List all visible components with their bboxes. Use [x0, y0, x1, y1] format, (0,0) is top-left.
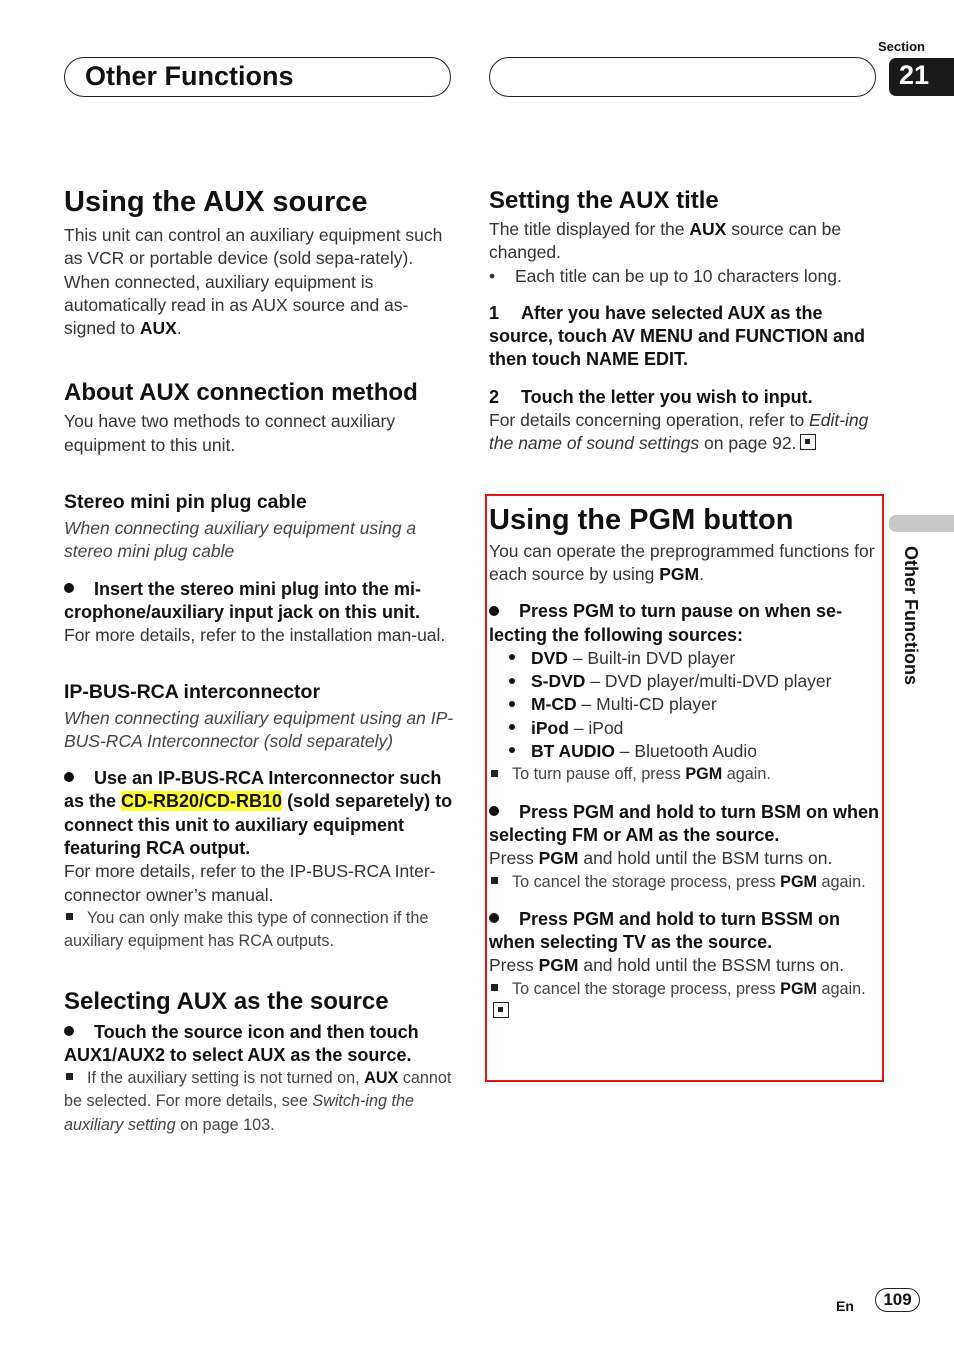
heading-connection-method: About AUX connection method: [64, 379, 418, 407]
aux-intro-paragraph: [64, 224, 456, 340]
side-tab-text: Other Functions: [901, 546, 921, 685]
ipbus-step: [64, 767, 456, 860]
bssm-note: To cancel the storage process, press PGM again.: [489, 978, 881, 1025]
step-2-link[interactable]: Edit-ing the name of sound settings: [489, 410, 869, 454]
ipbus-highlight-model: CD-RB20/CD-RB10: [121, 791, 283, 812]
ipbus-step-text-a: Use an IP-BUS-RCA Interconnector such as the: [64, 768, 442, 812]
list-item: M-CD – Multi-CD player: [509, 693, 881, 716]
connection-paragraph: You have two methods to connect auxiliary equipment to this unit.: [64, 411, 396, 455]
end-mark-icon: [800, 434, 816, 450]
select-note-a: If the auxiliary setting is not turned on,: [87, 1069, 365, 1088]
pgm-pause-step-text: Press PGM to turn pause on when se-lecting the following sources:: [489, 601, 843, 645]
ipbus-note: [64, 907, 456, 954]
list-item: iPod – iPod: [509, 717, 881, 740]
step-2: [489, 386, 881, 409]
bullet-icon: [64, 583, 74, 593]
pause-note-bold: PGM: [685, 765, 723, 784]
select-note-bold: AUX: [364, 1069, 399, 1088]
list-item: S-DVD – DVD player/multi-DVD player: [509, 670, 881, 693]
step-2-body: [489, 409, 881, 456]
pgm-intro-a: You can operate the preprogrammed functions for each source by using: [489, 540, 875, 584]
square-bullet-icon: [66, 1073, 73, 1080]
select-note-link[interactable]: Switch-ing the auxiliary setting: [64, 1092, 415, 1134]
step-1: [489, 302, 881, 372]
select-note-b: cannot be selected. For more details, see: [64, 1069, 452, 1111]
bsm-note: To cancel the storage process, press PGM again.: [489, 871, 881, 894]
ipbus-body: For more details, refer to the IP-BUS-RCA Inter-connector owner’s manual.: [64, 861, 436, 905]
header-pill-empty: [489, 57, 876, 97]
mini-plug-body: For more details, refer to the installation man-ual.: [64, 625, 446, 646]
heading-ipbus-rca: IP-BUS-RCA interconnector: [64, 680, 321, 703]
left-column: [64, 184, 456, 1137]
aux-title-bullet-text: Each title can be up to 10 characters long.: [515, 265, 842, 286]
aux-intro-end: .: [176, 318, 182, 339]
bullet-icon: [64, 772, 74, 782]
aux-title-bullet: • Each title can be up to 10 characters long.: [489, 265, 842, 286]
select-step: [64, 1021, 456, 1068]
mini-plug-italic: When connecting auxiliary equipment using a stereo mini plug cable: [64, 518, 417, 562]
chapter-title: Other Functions: [85, 61, 294, 91]
pgm-intro-bold: PGM: [659, 563, 700, 584]
heading-using-pgm: Using the PGM button: [489, 503, 794, 536]
footer-page-number: 109: [875, 1288, 920, 1312]
square-bullet-icon: [66, 913, 73, 920]
heading-using-aux-source: Using the AUX source: [64, 186, 368, 218]
aux-intro-bold: AUX: [139, 318, 177, 339]
aux-title-text-b: source can be changed.: [489, 219, 842, 263]
ipbus-note-text: You can only make this type of connection if the auxiliary equipment has RCA outputs.: [64, 908, 429, 951]
bsm-step-text: Press PGM and hold to turn BSM on when selecting FM or AM as the source.: [489, 801, 880, 845]
step-2-text: Touch the letter you wish to input.: [521, 386, 813, 407]
step-2-body-b: on page 92.: [699, 433, 797, 454]
heading-setting-aux-title: Setting the AUX title: [489, 187, 719, 214]
bsm-body: Press PGM and hold until the BSM turns on.: [489, 848, 833, 869]
step-1-text: After you have selected AUX as the source, touch AV MENU and FUNCTION and then touch NAME EDIT.: [489, 302, 866, 370]
ipbus-step-text-b: (sold separetely) to connect this unit to auxiliary equipment featuring RCA output.: [64, 791, 453, 859]
aux-intro-text: This unit can control an auxiliary equipment such as VCR or portable device (sold sepa-rately). When connected, auxiliary equipment is automatically read in as AUX source and as-signed to: [64, 225, 443, 339]
aux-title-text-a: The title displayed for the: [489, 219, 690, 239]
section-number-tab: [889, 58, 954, 96]
heading-stereo-mini-plug: Stereo mini pin plug cable: [64, 491, 307, 514]
footer-language: En: [836, 1298, 854, 1314]
pgm-intro-b: .: [699, 563, 704, 584]
bssm-step-text: Press PGM and hold to turn BSSM on when selecting TV as the source.: [489, 908, 841, 953]
ipbus-italic: When connecting auxiliary equipment using an IP-BUS-RCA Interconnector (sold separately): [64, 707, 454, 751]
mini-plug-step: [64, 578, 456, 625]
mini-plug-step-text: Insert the stereo mini plug into the mi-crophone/auxiliary input jack on this unit.: [64, 578, 422, 622]
list-item: DVD – Built-in DVD player: [509, 647, 881, 670]
list-item: BT AUDIO – Bluetooth Audio: [509, 740, 881, 763]
heading-selecting-aux: Selecting AUX as the source: [64, 987, 389, 1015]
aux-title-paragraph: [489, 218, 881, 265]
select-note: [64, 1067, 456, 1137]
section-number: 21: [899, 60, 930, 90]
pause-note-a: To turn pause off, press: [512, 765, 686, 784]
bssm-body: Press PGM and hold until the BSSM turns on.: [489, 955, 845, 976]
chapter-header: [64, 57, 451, 97]
side-tab-marker: [889, 515, 954, 532]
aux-title-bold: AUX: [689, 219, 727, 239]
select-step-text: Touch the source icon and then touch AUX1/AUX2 to select AUX as the source.: [64, 1021, 419, 1065]
step-2-body-a: For details concerning operation, refer to: [489, 410, 810, 431]
pgm-section-highlight-box: [485, 494, 884, 1082]
step-2-number: 2: [489, 386, 500, 407]
bullet-icon: [64, 1026, 74, 1036]
section-label: Section: [878, 39, 925, 54]
step-1-number: 1: [489, 302, 500, 323]
pause-note-b: again.: [722, 765, 771, 784]
select-note-c: on page 103.: [175, 1115, 275, 1134]
